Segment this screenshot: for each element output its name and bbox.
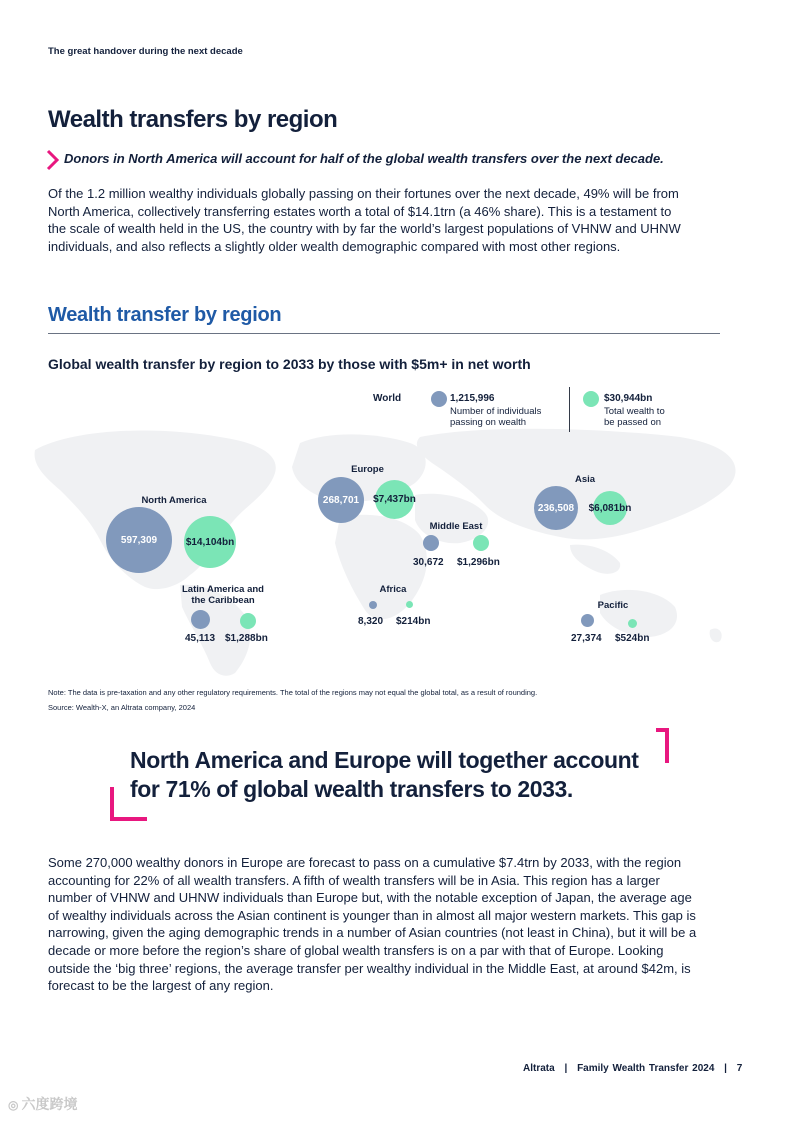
footer-separator-2: |	[724, 1063, 727, 1074]
bubble-individuals-middle-east	[423, 535, 439, 551]
region-label-north-america: North America	[141, 495, 207, 506]
bubble-wealth-north-america: $14,104bn	[184, 516, 236, 568]
bubble-wealth-latin-america	[240, 613, 256, 629]
callout-quote: North America and Europe will together account for 71% of global wealth transfers to 2033.	[130, 747, 639, 802]
legend-individuals-desc-1: Number of individuals	[450, 406, 542, 417]
footer-separator-1: |	[564, 1063, 568, 1074]
bubble-wealth-africa	[406, 601, 413, 608]
region-label-asia: Asia	[574, 474, 596, 485]
bubble-individuals-pacific	[581, 614, 594, 627]
divider	[48, 333, 720, 334]
bubble-individuals-asia: 236,508	[534, 486, 578, 530]
value-wealth-latin-america: $1,288bn	[225, 633, 268, 644]
watermark-logo-icon: ◎	[8, 1098, 19, 1112]
region-label-europe: Europe	[351, 464, 384, 475]
legend-wealth-desc-1: Total wealth to	[604, 406, 665, 417]
bubble-individuals-europe: 268,701	[318, 477, 364, 523]
intro-paragraph: Of the 1.2 million wealthy individuals globally passing on their fortunes over the next decade, 49% will be from North America, collectively transferring estates worth a total of $14.1trn (a 46% share). This is a testament to the scale of wealth held in the US, the country with by far the world’s largest populations of VHNW and UHNW individuals, and also reflects a slightly older wealth demographic compared with most other regions.	[48, 186, 681, 254]
footer-page-number: 7	[736, 1063, 743, 1074]
footer	[523, 1063, 742, 1074]
region-label-africa: Africa	[379, 584, 407, 595]
region-label-latin-america: Latin America and the Caribbean	[181, 584, 264, 606]
bubble-individuals-africa	[369, 601, 377, 609]
bubble-wealth-pacific	[628, 619, 637, 628]
bubble-wealth-asia: $6,081bn	[593, 491, 627, 525]
bubble-individuals-latin-america	[191, 610, 210, 629]
chevron-right-icon	[46, 149, 60, 171]
page-title: Wealth transfers by region	[48, 106, 338, 133]
watermark: ◎ 六度跨境	[8, 1096, 78, 1112]
section-label: The great handover during the next decade	[48, 46, 243, 57]
legend-separator	[569, 387, 570, 432]
subtitle: Donors in North America will account for half of the global wealth transfers over the next decade.	[64, 151, 664, 166]
value-wealth-middle-east: $1,296bn	[457, 557, 500, 568]
region-label-pacific: Pacific	[597, 600, 629, 611]
legend-world-label: World	[373, 393, 402, 404]
chart-source: Source: Wealth-X, an Altrata company, 2024	[48, 703, 196, 712]
section-heading: Wealth transfer by region	[48, 304, 282, 326]
body-paragraph: Some 270,000 wealthy donors in Europe are forecast to pass on a cumulative $7.4trn by 2033, with the region accounting for 22% of all wealth transfers. A fifth of wealth transfers will be in Asia. This region has a larger number of VHNW and UHNW individuals than Europe but, with the notable exception of Japan, the average age of wealthy individuals across the Asian continent is younger than in almost all major western markets. This gap is narrowing, given the aging demographic trends in a number of Asian countries (not least in China), but it will be a decade or more before the region’s share of global wealth transfers is on a par with that of Europe. Looking outside the ‘big three’ regions, the average transfer per wealthy individual in the Middle East, at around $42m, is forecast to be the largest of any region.	[48, 855, 697, 994]
legend-wealth-desc-2: be passed on	[604, 417, 662, 428]
value-individuals-middle-east: 30,672	[413, 557, 444, 568]
value-individuals-latin-america: 45,113	[185, 633, 216, 644]
chart-title: Global wealth transfer by region to 2033 by those with $5m+ in net worth	[48, 356, 531, 372]
value-individuals-pacific: 27,374	[571, 633, 602, 644]
value-individuals-africa: 8,320	[358, 616, 384, 627]
value-wealth-africa: $214bn	[396, 616, 431, 627]
bubble-individuals-north-america: 597,309	[106, 507, 172, 573]
bubble-wealth-middle-east	[473, 535, 489, 551]
legend-individuals-swatch	[431, 391, 447, 407]
region-label-middle-east: Middle East	[429, 521, 483, 532]
legend-wealth-value: $30,944bn	[604, 393, 653, 404]
legend-individuals-desc-2: passing on wealth	[450, 417, 527, 428]
footer-brand: Altrata	[523, 1063, 555, 1074]
value-wealth-pacific: $524bn	[615, 633, 650, 644]
bubble-wealth-europe: $7,437bn	[375, 480, 414, 519]
legend-individuals-value: 1,215,996	[450, 393, 495, 404]
chart-note: Note: The data is pre-taxation and any other regulatory requirements. The total of the regions may not equal the global total, as a result of rounding.	[48, 688, 538, 697]
legend-wealth-swatch	[583, 391, 599, 407]
callout-corner-top-right	[655, 728, 669, 764]
footer-report: Family Wealth Transfer 2024	[577, 1063, 715, 1074]
